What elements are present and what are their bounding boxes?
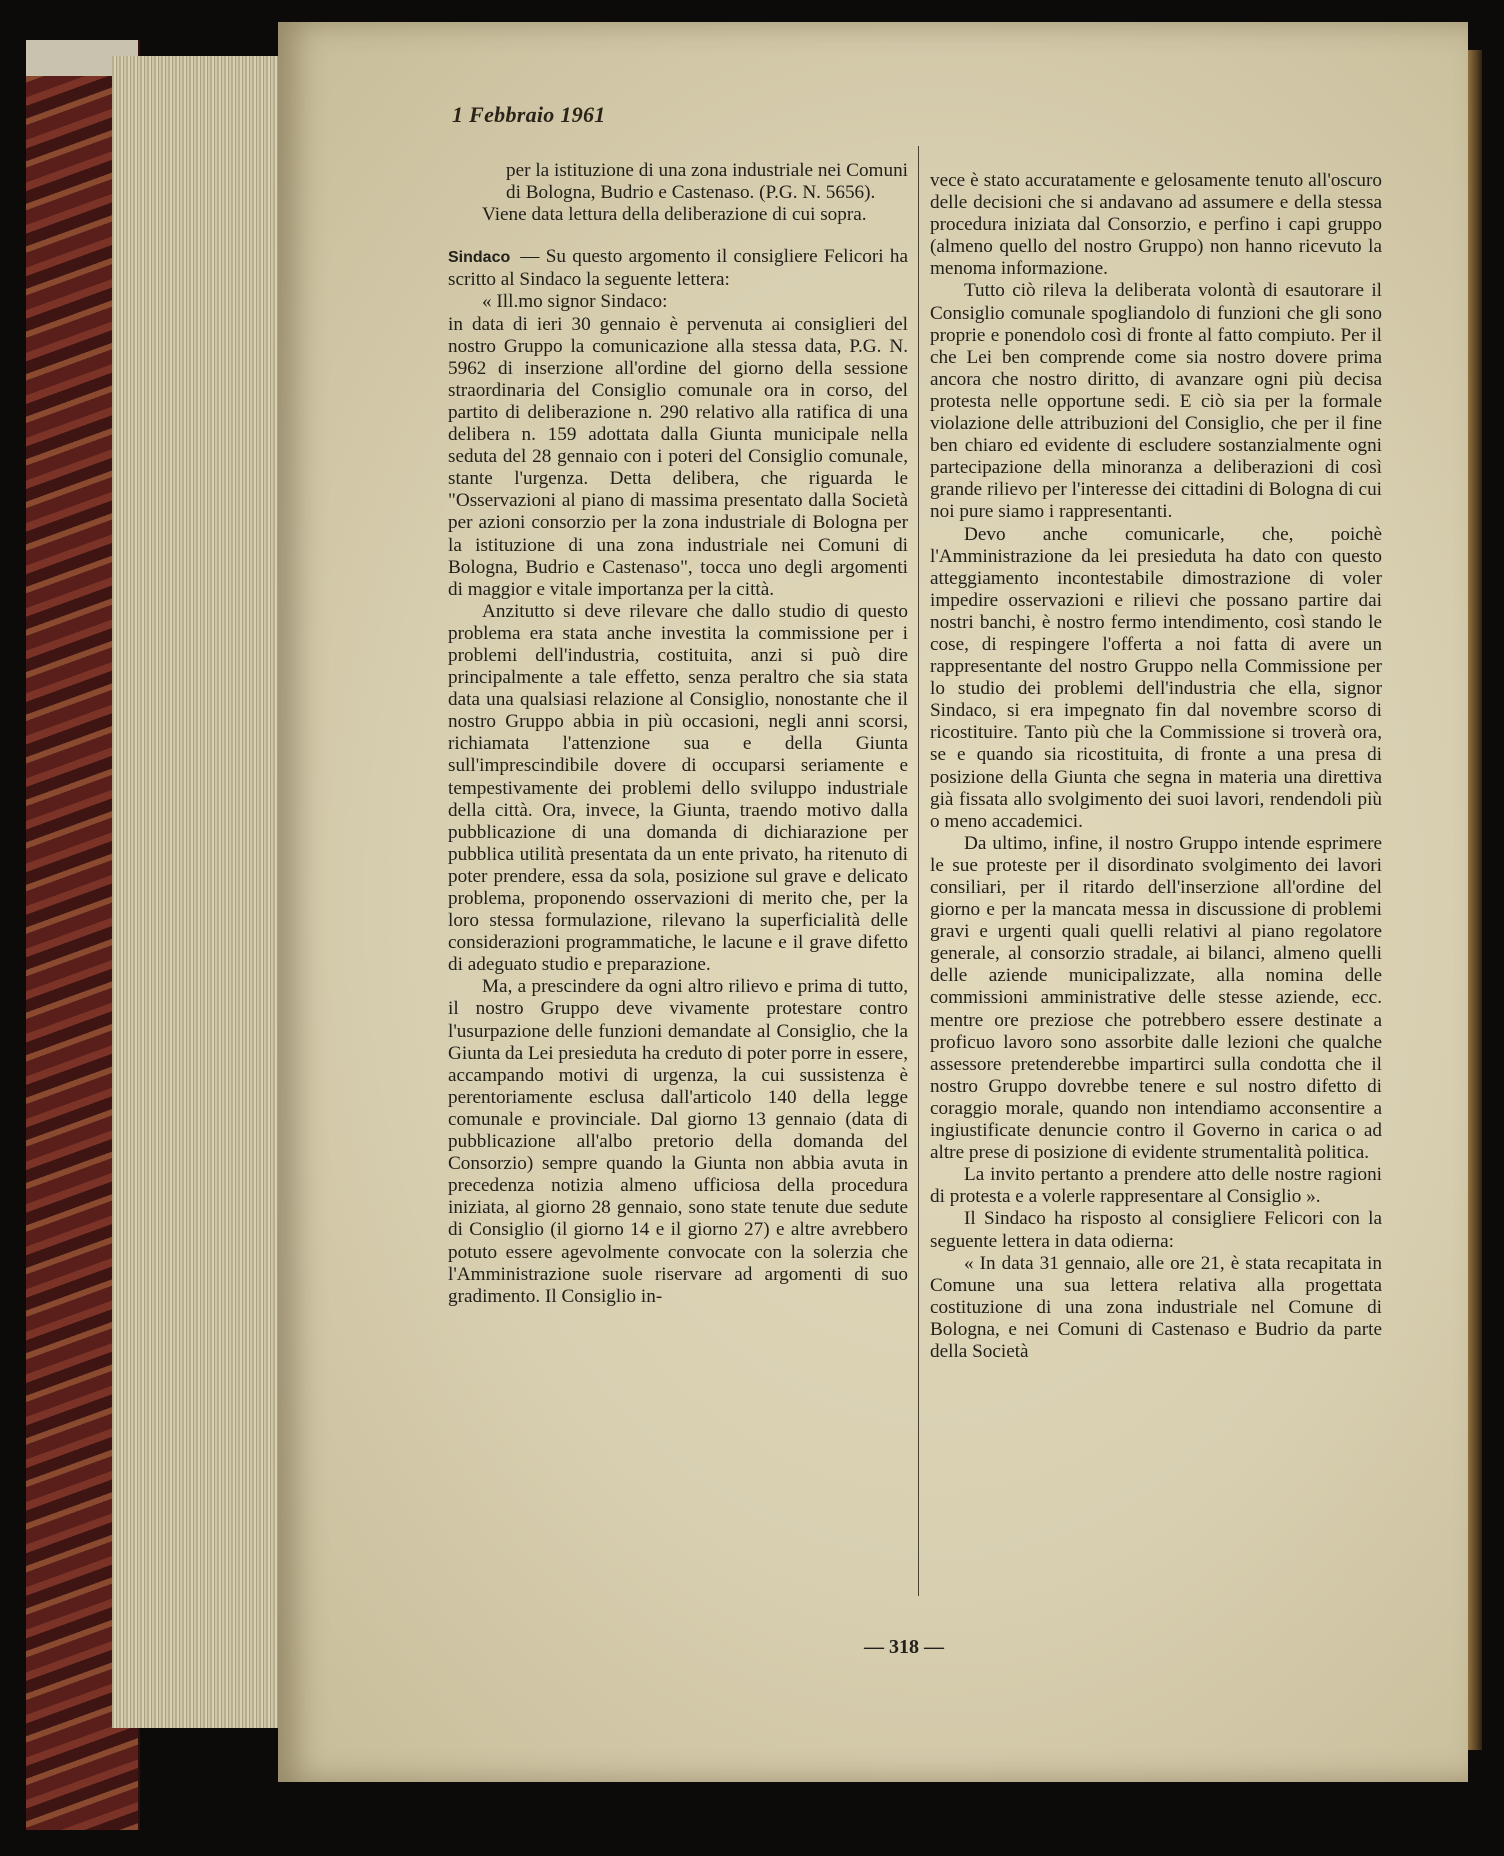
page-header-date: 1 Febbraio 1961	[452, 102, 606, 127]
speaker-label: Sindaco	[448, 249, 511, 267]
speaker-text: — Su questo argomento il consigliere Felicori ha scritto al Sindaco la seguente lettera:	[448, 246, 908, 291]
page-edges	[112, 56, 280, 1728]
paragraph: Da ultimo, infine, il nostro Gruppo intende esprimere le sue proteste per il disordinato svolgimento dei lavori consiliari, per il ritardo dell'inserzione all'ordine del giorno e per la mancata messa in discussione di problemi gravi e urgenti quali quelli relativi al piano regolatore generale, al consorzio stradale, ai bilanci, almeno quelli delle aziende municipalizzate, alla nomina delle commissioni amministrative delle stesse aziende, ecc. mentre ore preziose che potrebbero essere destinate a proficuo lavoro sono assorbite dalle lezioni che qualche assessore pretenderebbe impartirci sulla condotta che il nostro Gruppo dovrebbe tenere e sul nostro difetto di coraggio morale, quando non intendiamo acconsentire a ingiustificate denuncie contro il Governo in carica o ad altre prese di posizione di evidente strumentalità politica.	[930, 832, 1382, 1164]
page-fold-shadow	[1468, 50, 1482, 1750]
paragraph: in data di ieri 30 gennaio è pervenuta ai consiglieri del nostro Gruppo la comunicazione alla stessa data, P.G. N. 5962 di inserzione all'ordine del giorno della sessione straordinaria del Consiglio comunale ora in corso, del partito di deliberazione n. 290 relativo alla ratifica di una delibera n. 159 adottata dalla Giunta municipale nella seduta del 28 gennaio con i poteri del Consiglio comunale, stante l'urgenza. Detta delibera, che riguarda le "Osservazioni al piano di massima presentato dalla Società per azioni consorzio per la zona industriale di Bologna per la istituzione di una zona industriale nei Comuni di Bologna, Budrio e Castenaso", tocca uno degli argomenti di maggior e vitale importanza per la città.	[448, 313, 908, 600]
column-divider	[918, 146, 919, 1596]
paragraph: Devo anche comunicarle, che, poichè l'Amministrazione da lei presieduta ha dato con questo atteggiamento incontestabile dimostrazione di voler impedire osservazioni e rilievi che possano partire dai nostri banchi, è nostro fermo intendimento, così stando le cose, di respingere l'offerta a noi fatta di avere un rappresentante del nostro Gruppo nella Commissione per lo studio dei problemi dell'industria che ella, signor Sindaco, si era impegnato fin dal novembre scorso di ricostituire. Tanto più che la Commissione si troverà ora, se e quando sia ricostituita, di fronte a una presa di posizione della Giunta che segna in materia una direttiva già fissata allo svolgimento dei suoi lavori, rendendoli più o meno accademici.	[930, 523, 1382, 832]
paragraph: « Ill.mo signor Sindaco:	[482, 291, 668, 313]
paragraph: per la istituzione di una zona industriale nei Comuni di Bologna, Budrio e Castenaso. (P.G. N. 5656).	[506, 160, 908, 204]
paragraph: Il Sindaco ha risposto al consigliere Felicori con la seguente lettera in data odierna:	[930, 1208, 1382, 1252]
speaker-paragraph	[448, 246, 908, 291]
text-column-right	[930, 170, 1382, 1363]
paragraph: Viene data lettura della deliberazione di cui sopra.	[482, 204, 867, 226]
paragraph: Tutto ciò rileva la deliberata volontà di esautorare il Consiglio comunale spogliandolo di funzioni che gli sono proprie e ponendolo così di fronte al fatto compiuto. Per il che Lei ben comprende come sia nostro dovere prima ancora che nostro diritto, di avanzare ogni più decisa protesta nelle opportune sedi. E ciò sia per la formale violazione delle attribuzioni del Consiglio, che per il fine ben chiaro ed evidente di escludere sostanzialmente ogni partecipazione della minoranza a deliberazioni di così grande rilievo per l'interesse dei cittadini di Bologna di cui noi pure siamo i rappresentanti.	[930, 280, 1382, 523]
paragraph: vece è stato accuratamente e gelosamente tenuto all'oscuro delle decisioni che si andavano ad assumere e della stessa procedura iniziata dal Consorzio, e perfino i capi gruppo (almeno quello del nostro Gruppo) non hanno ricevuto la menoma informazione.	[930, 170, 1382, 280]
paragraph: Ma, a prescindere da ogni altro rilievo e prima di tutto, il nostro Gruppo deve vivamente protestare contro l'usurpazione delle funzioni demandate al Consiglio, che la Giunta da Lei presieduta ha creduto di poter porre in essere, accampando motivi di urgenza, la cui sussistenza è perentoriamente esclusa dall'articolo 140 della legge comunale e provinciale. Dal giorno 13 gennaio (data di pubblicazione all'albo pretorio della domanda del Consorzio) sempre quando la Giunta non abbia avuta in precedenza notizia almeno ufficiosa della procedura iniziata, al giorno 28 gennaio, sono state tenute due sedute di Consiglio (il giorno 14 e il giorno 27) e altre avrebbero potuto essere agevolmente convocate con la solerzia che l'Amministrazione suole riservare ad argomenti di suo gradimento. Il Consiglio in-	[448, 976, 908, 1307]
page-number: — 318 —	[864, 1636, 944, 1658]
paragraph: « In data 31 gennaio, alle ore 21, è stata recapitata in Comune una sua lettera relativa alla progettata costituzione di una zona industriale nel Comune di Bologna, e nei Comuni di Castenaso e Budrio da parte della Società	[930, 1252, 1382, 1362]
text-column-left	[448, 160, 908, 1308]
paragraph: La invito pertanto a prendere atto delle nostre ragioni di protesta e a volerle rappresentare al Consiglio ».	[930, 1164, 1382, 1208]
paragraph: Anzitutto si deve rilevare che dallo studio di questo problema era stata anche investita la commissione per i problemi dell'industria, costituita, anzi si può dire principalmente a tale effetto, senza peraltro che sia stata data una qualsiasi relazione al Consiglio, nonostante che il nostro Gruppo abbia in più occasioni, negli anni scorsi, richiamata l'attenzione sua e della Giunta sull'imprescindibile dovere di occuparsi seriamente e tempestivamente dei problemi dello sviluppo industriale della città. Ora, invece, la Giunta, traendo motivo dalla pubblicazione di una domanda di dichiarazione per pubblica utilità presentata da un ente privato, ha ritenuto di poter prendere, essa da sola, posizione sul grave e delicato problema, proponendo osservazioni di merito che, per la loro stessa formulazione, rilevano la superficialità delle considerazioni programmatiche, le lacune e il grave difetto di adeguato studio e preparazione.	[448, 600, 908, 976]
